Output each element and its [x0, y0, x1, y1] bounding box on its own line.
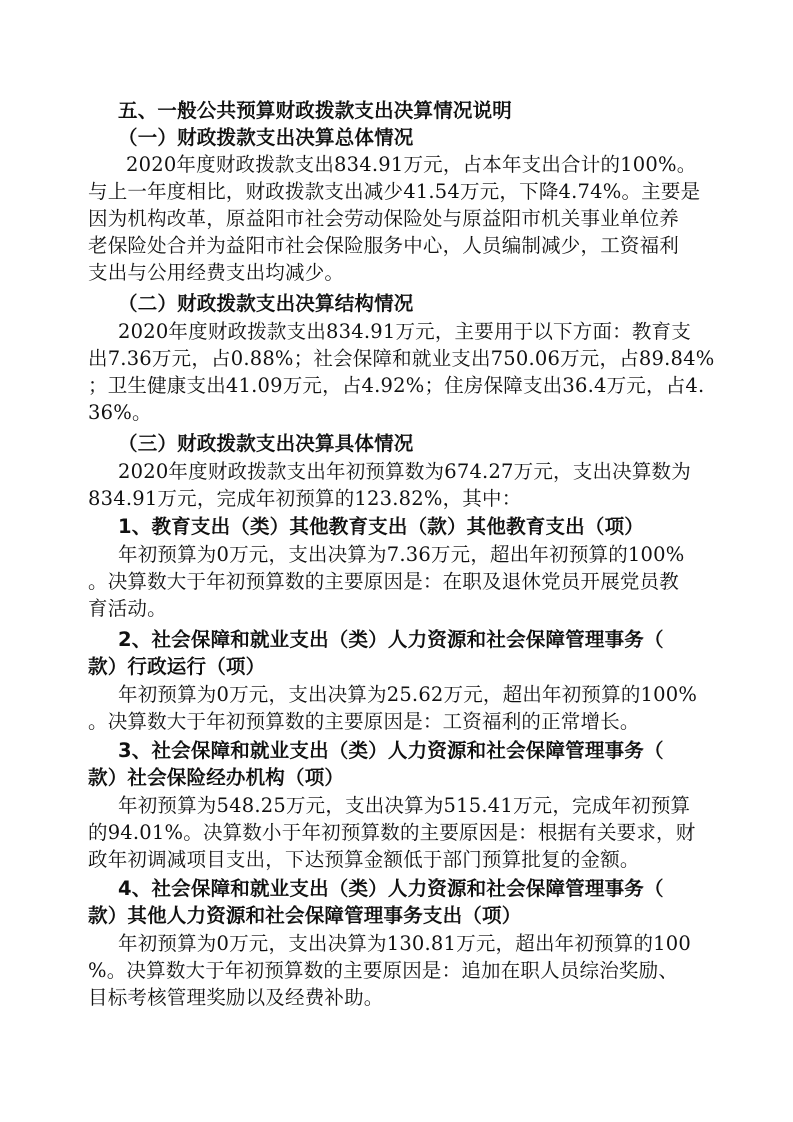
item3-body-line: 年初预算为548.25万元，支出决算为515.41万元，完成年初预算	[118, 794, 691, 817]
item2-title: 2、社会保障和就业支出（类）人力资源和社会保障管理事务（	[118, 628, 664, 651]
item4-title-cont: 款）其他人力资源和社会保障管理事务支出（项）	[88, 904, 522, 927]
part2-heading: （二）财政拨款支出决算结构情况	[118, 292, 414, 315]
part3-line: 2020年度财政拨款支出年初预算数为674.27万元，支出决算数为	[118, 460, 691, 483]
part1-line: 2020年度财政拨款支出834.91万元，占本年支出合计的100%。	[126, 153, 697, 176]
part1-line: 老保险处合并为益阳市社会保险服务中心，人员编制减少，工资福利	[88, 234, 680, 257]
item4-title: 4、社会保障和就业支出（类）人力资源和社会保障管理事务（	[118, 877, 664, 900]
item1-body-line: 。决算数大于年初预算数的主要原因是：在职及退休党员开展党员教	[88, 570, 680, 593]
item2-title-cont: 款）行政运行（项）	[88, 655, 266, 678]
item4-body-line: %。决算数大于年初预算数的主要原因是：追加在职人员综治奖励、	[88, 959, 679, 982]
item3-body-line: 的94.01%。决算数小于年初预算数的主要原因是：根据有关要求，财	[88, 821, 696, 844]
part1-heading: （一）财政拨款支出决算总体情况	[118, 126, 414, 149]
item2-body-line: 年初预算为0万元，支出决算为25.62万元，超出年初预算的100%	[118, 683, 698, 706]
part2-line: 36%。	[88, 401, 152, 424]
item4-body-line: 目标考核管理奖励以及经费补助。	[88, 986, 384, 1009]
item1-body-line: 年初预算为0万元，支出决算为7.36万元，超出年初预算的100%	[118, 543, 685, 566]
part1-line: 支出与公用经费支出均减少。	[88, 261, 345, 284]
item3-title: 3、社会保障和就业支出（类）人力资源和社会保障管理事务（	[118, 739, 664, 762]
part2-line: ；卫生健康支出41.09万元，占4.92%；住房保障支出36.4万元，占4.	[88, 374, 705, 397]
part3-heading: （三）财政拨款支出决算具体情况	[118, 432, 414, 455]
part1-line: 因为机构改革，原益阳市社会劳动保险处与原益阳市机关事业单位养	[88, 207, 680, 230]
item3-body-line: 政年初调减项目支出，下达预算金额低于部门预算批复的金额。	[88, 848, 640, 871]
item1-body-line: 育活动。	[88, 597, 167, 620]
part1-line: 与上一年度相比，财政拨款支出减少41.54万元，下降4.74%。主要是	[88, 180, 701, 203]
section-title: 五、一般公共预算财政拨款支出决算情况说明	[118, 99, 513, 122]
item2-body-line: 。决算数大于年初预算数的主要原因是：工资福利的正常增长。	[88, 710, 640, 733]
item3-title-cont: 款）社会保险经办机构（项）	[88, 766, 345, 789]
item4-body-line: 年初预算为0万元，支出决算为130.81万元，超出年初预算的100	[118, 932, 691, 955]
part2-line: 2020年度财政拨款支出834.91万元，主要用于以下方面：教育支	[118, 320, 691, 343]
item1-title: 1、教育支出（类）其他教育支出（款）其他教育支出（项）	[118, 515, 644, 538]
part3-line: 834.91万元，完成年初预算的123.82%，其中：	[88, 487, 522, 510]
part2-line: 出7.36万元，占0.88%；社会保障和就业支出750.06万元，占89.84%	[88, 347, 715, 370]
